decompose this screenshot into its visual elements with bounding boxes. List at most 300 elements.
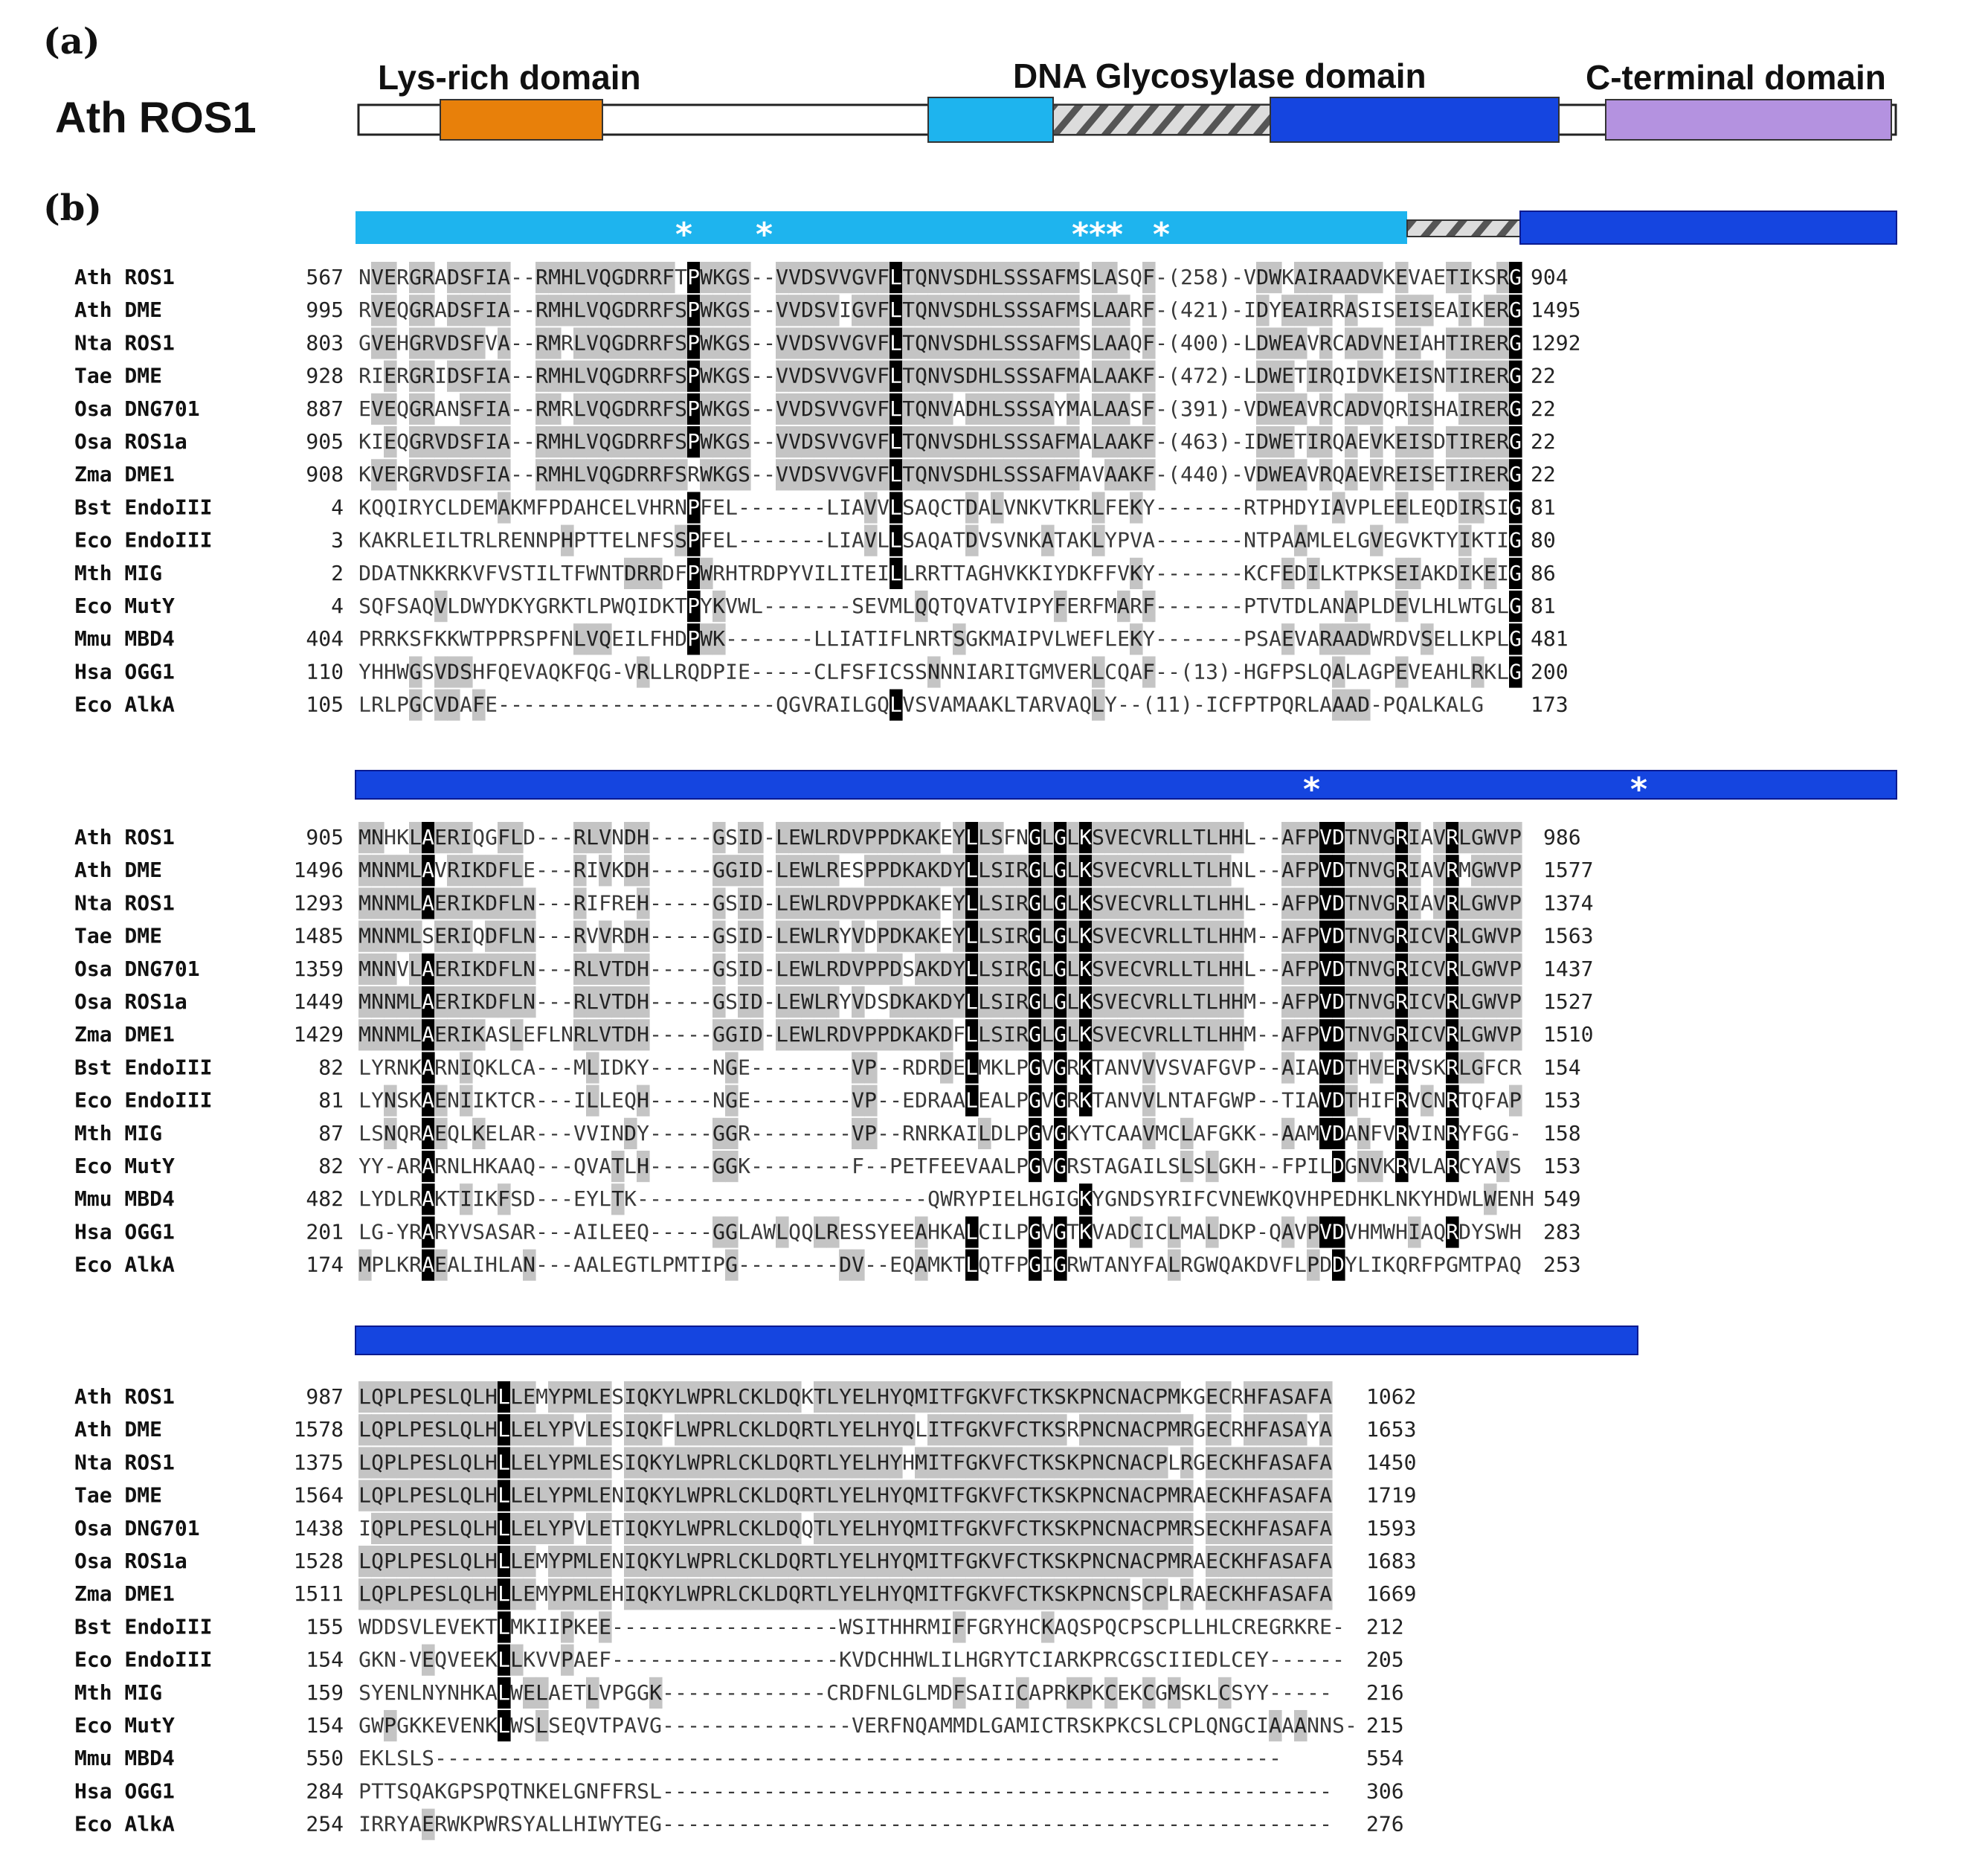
residue: G [1256, 659, 1269, 684]
residue: E [523, 1384, 535, 1409]
residue: A [1421, 858, 1433, 883]
residue: R [1496, 298, 1509, 323]
residue: S [1029, 265, 1041, 289]
residue: - [763, 1252, 776, 1277]
residue: V [940, 298, 953, 323]
residue: M [396, 923, 409, 948]
residue: V [1370, 1055, 1383, 1080]
residue: - [839, 1186, 852, 1212]
residue: R [1079, 495, 1092, 520]
residue: M [1168, 1384, 1180, 1409]
residue: T [814, 1417, 826, 1442]
residue: P [1244, 692, 1256, 717]
residue: E [852, 1515, 864, 1540]
residue: V [839, 462, 852, 487]
residue: A [1269, 1450, 1281, 1475]
residue: V [788, 330, 801, 356]
residue: I [1408, 363, 1421, 388]
residue: H [877, 1549, 890, 1573]
residue: V [1319, 956, 1332, 981]
residue: A [1294, 396, 1307, 421]
residue: F [877, 330, 890, 356]
residue: E [434, 1614, 447, 1639]
residue: S [953, 626, 965, 652]
residue: E [422, 1384, 434, 1409]
residue: - [839, 1087, 852, 1113]
residue: I [965, 659, 978, 684]
residue: A [852, 626, 864, 652]
residue: S [662, 527, 675, 553]
residue: G [1383, 890, 1395, 916]
residue: H [561, 298, 573, 323]
residue: Y [1104, 692, 1117, 717]
residue: A [915, 1022, 927, 1047]
residue: A [965, 692, 978, 717]
residue: R [611, 890, 624, 916]
residue: F [1281, 1154, 1294, 1178]
residue: - [649, 1154, 662, 1178]
block1-star-1: * [675, 216, 693, 254]
residue: N [371, 1022, 384, 1047]
residue: S [1003, 363, 1016, 388]
residue: - [763, 298, 776, 323]
residue: Q [637, 1482, 649, 1508]
residue: N [1092, 1417, 1104, 1442]
residue: P [1509, 989, 1522, 1014]
residue: - [548, 825, 561, 849]
residue: V [788, 429, 801, 454]
residue: A [1319, 1384, 1332, 1409]
residue: P [700, 1482, 712, 1508]
residue: L [725, 1417, 738, 1442]
residue: D [776, 1384, 788, 1409]
residue: L [1104, 626, 1117, 652]
residue: R [826, 956, 839, 981]
residue: - [662, 825, 675, 849]
residue: N [599, 560, 611, 585]
residue: G [1193, 1252, 1206, 1277]
alignment-row [74, 262, 1569, 293]
residue: F [498, 989, 510, 1014]
residue: F [472, 298, 485, 323]
residue: F [877, 429, 890, 454]
residue: P [1016, 1055, 1029, 1080]
residue: - [1155, 429, 1168, 454]
residue: R [1496, 396, 1509, 421]
residue: V [1370, 956, 1383, 981]
residue: H [1446, 659, 1458, 684]
residue: - [1256, 923, 1269, 948]
residue: F [1256, 1581, 1269, 1607]
residue: L [460, 1252, 472, 1277]
residue: I [1496, 495, 1509, 520]
residue: A [498, 495, 510, 520]
residue: - [877, 1120, 890, 1145]
residue: E [1383, 495, 1395, 520]
residue: W [801, 956, 814, 981]
residue: A [422, 1120, 434, 1145]
residue: C [1104, 1482, 1117, 1508]
residue: E [852, 1482, 864, 1508]
residue: N [1092, 1515, 1104, 1540]
residue: L [776, 890, 788, 916]
residue: L [586, 1549, 599, 1573]
residue: S [814, 462, 826, 487]
residue: P [1269, 692, 1281, 717]
residue: D [447, 462, 460, 487]
residue: R [1067, 1154, 1079, 1178]
residue: - [687, 1120, 700, 1145]
residue: T [1484, 527, 1496, 553]
residue: - [561, 1120, 573, 1145]
residue: S [1484, 1219, 1496, 1244]
residue: L [763, 1482, 776, 1508]
residue: I [624, 1384, 637, 1409]
residue: V [1104, 956, 1117, 981]
residue: - [839, 1055, 852, 1080]
residue: P [1307, 923, 1319, 948]
residue: S [725, 825, 738, 849]
residue: K [750, 1581, 763, 1607]
residue: F [927, 1154, 940, 1178]
alignment-row [74, 591, 1556, 622]
c-terminal-domain-box [1606, 100, 1891, 140]
residue: 1 [1168, 692, 1180, 717]
residue: V [877, 594, 890, 618]
residue: - [814, 1087, 826, 1113]
residue: - [801, 1186, 814, 1212]
residue: H [991, 560, 1003, 585]
residue: R [573, 858, 586, 883]
residue: L [814, 956, 826, 981]
residue: P [1244, 1219, 1256, 1244]
residue: Y [700, 594, 712, 618]
residue: D [624, 858, 637, 883]
residue: V [1142, 923, 1155, 948]
residue: S [434, 1417, 447, 1442]
residue: L [890, 265, 902, 289]
residue: L [599, 1252, 611, 1277]
residue: P [700, 1581, 712, 1607]
sequence-end: 22 [1531, 396, 1556, 421]
residue: F [1294, 825, 1307, 849]
residue: L [472, 1417, 485, 1442]
residue: S [1421, 1055, 1433, 1080]
residue: D [1332, 1252, 1345, 1277]
sequence-name: Bst EndoIII [74, 1055, 213, 1080]
residue: P [1079, 1549, 1092, 1573]
sequence-name: Osa ROS1a [74, 429, 187, 454]
residue: T [1029, 1450, 1041, 1475]
residue: K [472, 858, 485, 883]
residue: L [422, 1614, 434, 1639]
residue: - [535, 923, 548, 948]
residue: L [1446, 594, 1458, 618]
residue: G [1029, 1219, 1041, 1244]
residue: G [1509, 495, 1522, 520]
residue: E [1281, 330, 1294, 356]
residue: 8 [1206, 265, 1218, 289]
residue: - [750, 1120, 763, 1145]
residue: G [712, 956, 725, 981]
residue: S [902, 956, 915, 981]
residue: V [1496, 825, 1509, 849]
residue: - [750, 363, 763, 388]
residue: F [1231, 692, 1244, 717]
residue: Y [953, 890, 965, 916]
residue: D [649, 594, 662, 618]
residue: T [940, 1515, 953, 1540]
residue: L [498, 1417, 510, 1442]
residue: L [965, 1022, 978, 1047]
residue: I [460, 1022, 472, 1047]
residue: - [763, 1120, 776, 1145]
residue: V [864, 462, 877, 487]
residue: V [1319, 1022, 1332, 1047]
residue: H [1433, 330, 1446, 356]
residue: R [1446, 956, 1458, 981]
residue: Y [371, 1186, 384, 1212]
residue: - [649, 1120, 662, 1145]
residue: I [637, 594, 649, 618]
residue: V [1294, 626, 1307, 652]
sequence-start: 1429 [293, 1022, 344, 1047]
residue: R [649, 560, 662, 585]
residue: T [1180, 1087, 1193, 1113]
residue: K [472, 1120, 485, 1145]
residue: F [1142, 363, 1155, 388]
residue: R [1496, 363, 1509, 388]
sequence-end: 1495 [1531, 298, 1581, 323]
residue: N [927, 330, 940, 356]
residue: F [877, 462, 890, 487]
residue: F [1294, 1022, 1307, 1047]
residue: I [927, 1450, 940, 1475]
residue: N [927, 265, 940, 289]
residue: P [687, 265, 700, 289]
residue: Q [788, 1384, 801, 1409]
residue: C [434, 495, 447, 520]
residue: R [1471, 495, 1484, 520]
residue: K [510, 594, 523, 618]
residue: H [561, 527, 573, 553]
residue: A [1104, 1154, 1117, 1178]
residue: F [852, 1154, 864, 1178]
residue: - [1269, 890, 1281, 916]
residue: L [1003, 1120, 1016, 1145]
residue: L [814, 923, 826, 948]
residue: Y [662, 1482, 675, 1508]
residue: 3 [1206, 429, 1218, 454]
residue: P [662, 1252, 675, 1277]
residue: L [586, 989, 599, 1014]
residue: F [472, 363, 485, 388]
residue: - [498, 692, 510, 717]
residue: V [1370, 989, 1383, 1014]
residue: G [965, 626, 978, 652]
residue: P [687, 298, 700, 323]
residue: - [1193, 495, 1206, 520]
residue: I [1370, 1087, 1383, 1113]
residue: - [750, 1186, 763, 1212]
residue: V [599, 858, 611, 883]
residue: M [573, 1055, 586, 1080]
alignment-row [74, 1578, 1416, 1610]
residue: S [738, 396, 750, 421]
residue: A [586, 1252, 599, 1277]
residue: Y [965, 1186, 978, 1212]
residue: V [637, 495, 649, 520]
residue: W [1269, 429, 1281, 454]
residue: A [1281, 1055, 1294, 1080]
residue: L [675, 1515, 687, 1540]
residue: L [1206, 1022, 1218, 1047]
residue: L [472, 1482, 485, 1508]
residue: R [1395, 825, 1408, 849]
residue: E [1117, 495, 1130, 520]
residue: G [1509, 659, 1522, 684]
residue: V [1142, 825, 1155, 849]
residue: L [573, 462, 586, 487]
residue: P [561, 1515, 573, 1540]
residue: E [434, 890, 447, 916]
residue: H [877, 1581, 890, 1607]
residue: L [396, 1549, 409, 1573]
residue: M [573, 1384, 586, 1409]
residue: E [788, 858, 801, 883]
residue: P [687, 495, 700, 520]
residue: - [675, 1120, 687, 1145]
residue: - [523, 462, 535, 487]
residue: I [460, 956, 472, 981]
residue: - [649, 1186, 662, 1212]
residue: N [535, 527, 548, 553]
residue: Y [1142, 626, 1155, 652]
residue: A [1041, 396, 1054, 421]
residue: I [485, 363, 498, 388]
residue: - [687, 1154, 700, 1178]
residue: I [460, 923, 472, 948]
residue: E [599, 1450, 611, 1475]
residue: - [700, 692, 712, 717]
residue: S [852, 594, 864, 618]
residue: P [1307, 1252, 1319, 1277]
residue: G [611, 330, 624, 356]
residue: Q [472, 923, 485, 948]
residue: D [523, 825, 535, 849]
residue: E [1484, 429, 1496, 454]
residue: - [839, 594, 852, 618]
residue: I [624, 626, 637, 652]
residue: T [599, 527, 611, 553]
residue: S [1029, 330, 1041, 356]
alignment-row [74, 656, 1569, 687]
residue: I [738, 825, 750, 849]
residue: K [1421, 527, 1433, 553]
residue: I [1003, 890, 1016, 916]
residue: P [1509, 825, 1522, 849]
residue: G [409, 462, 422, 487]
residue: A [1281, 956, 1294, 981]
residue: Q [599, 363, 611, 388]
residue: R [523, 1087, 535, 1113]
residue: G [788, 692, 801, 717]
residue: K [712, 298, 725, 323]
residue: V [1130, 1087, 1142, 1113]
residue: A [1281, 825, 1294, 849]
residue: V [1370, 363, 1383, 388]
sequence-end: 22 [1531, 462, 1556, 487]
residue: - [1269, 825, 1281, 849]
residue: D [1332, 825, 1345, 849]
residue: F [472, 429, 485, 454]
residue: E [1206, 1417, 1218, 1442]
residue: S [1117, 265, 1130, 289]
residue: T [1294, 429, 1307, 454]
residue: H [1433, 1186, 1446, 1212]
residue: Q [384, 495, 396, 520]
residue: G [852, 429, 864, 454]
residue: D [864, 923, 877, 948]
residue: A [1421, 1219, 1433, 1244]
residue: S [991, 527, 1003, 553]
residue: V [447, 1614, 460, 1639]
residue: S [434, 1515, 447, 1540]
residue: - [561, 923, 573, 948]
residue: V [599, 956, 611, 981]
residue: L [826, 1515, 839, 1540]
residue: V [965, 1154, 978, 1178]
residue: F [839, 659, 852, 684]
residue: A [1345, 330, 1357, 356]
residue: H [485, 1482, 498, 1508]
residue: V [776, 298, 788, 323]
residue: V [1370, 890, 1383, 916]
residue: G [1471, 923, 1484, 948]
residue: C [1496, 1055, 1509, 1080]
residue: L [965, 1055, 978, 1080]
residue: L [409, 923, 422, 948]
residue: D [447, 429, 460, 454]
residue: E [1206, 1384, 1218, 1409]
residue: R [1408, 1252, 1421, 1277]
residue: V [1218, 1186, 1231, 1212]
residue: - [1256, 858, 1269, 883]
residue: P [700, 1450, 712, 1475]
residue: D [1383, 594, 1395, 618]
residue: P [700, 1417, 712, 1442]
residue: K [1079, 1055, 1092, 1080]
residue: A [1104, 396, 1117, 421]
residue: F [1142, 429, 1155, 454]
residue: H [1307, 1186, 1319, 1212]
residue: - [725, 692, 738, 717]
residue: - [826, 1154, 839, 1178]
residue: - [725, 1186, 738, 1212]
residue: L [573, 330, 586, 356]
residue: Q [788, 1482, 801, 1508]
residue: - [890, 1087, 902, 1113]
residue: N [523, 989, 535, 1014]
sequence-end: 1450 [1366, 1450, 1417, 1475]
residue: A [1104, 363, 1117, 388]
residue: K [1383, 363, 1395, 388]
residue: L [409, 527, 422, 553]
residue: H [637, 1022, 649, 1047]
residue: N [915, 626, 927, 652]
sequence-name: Osa DNG701 [74, 956, 200, 981]
residue: - [826, 1186, 839, 1212]
